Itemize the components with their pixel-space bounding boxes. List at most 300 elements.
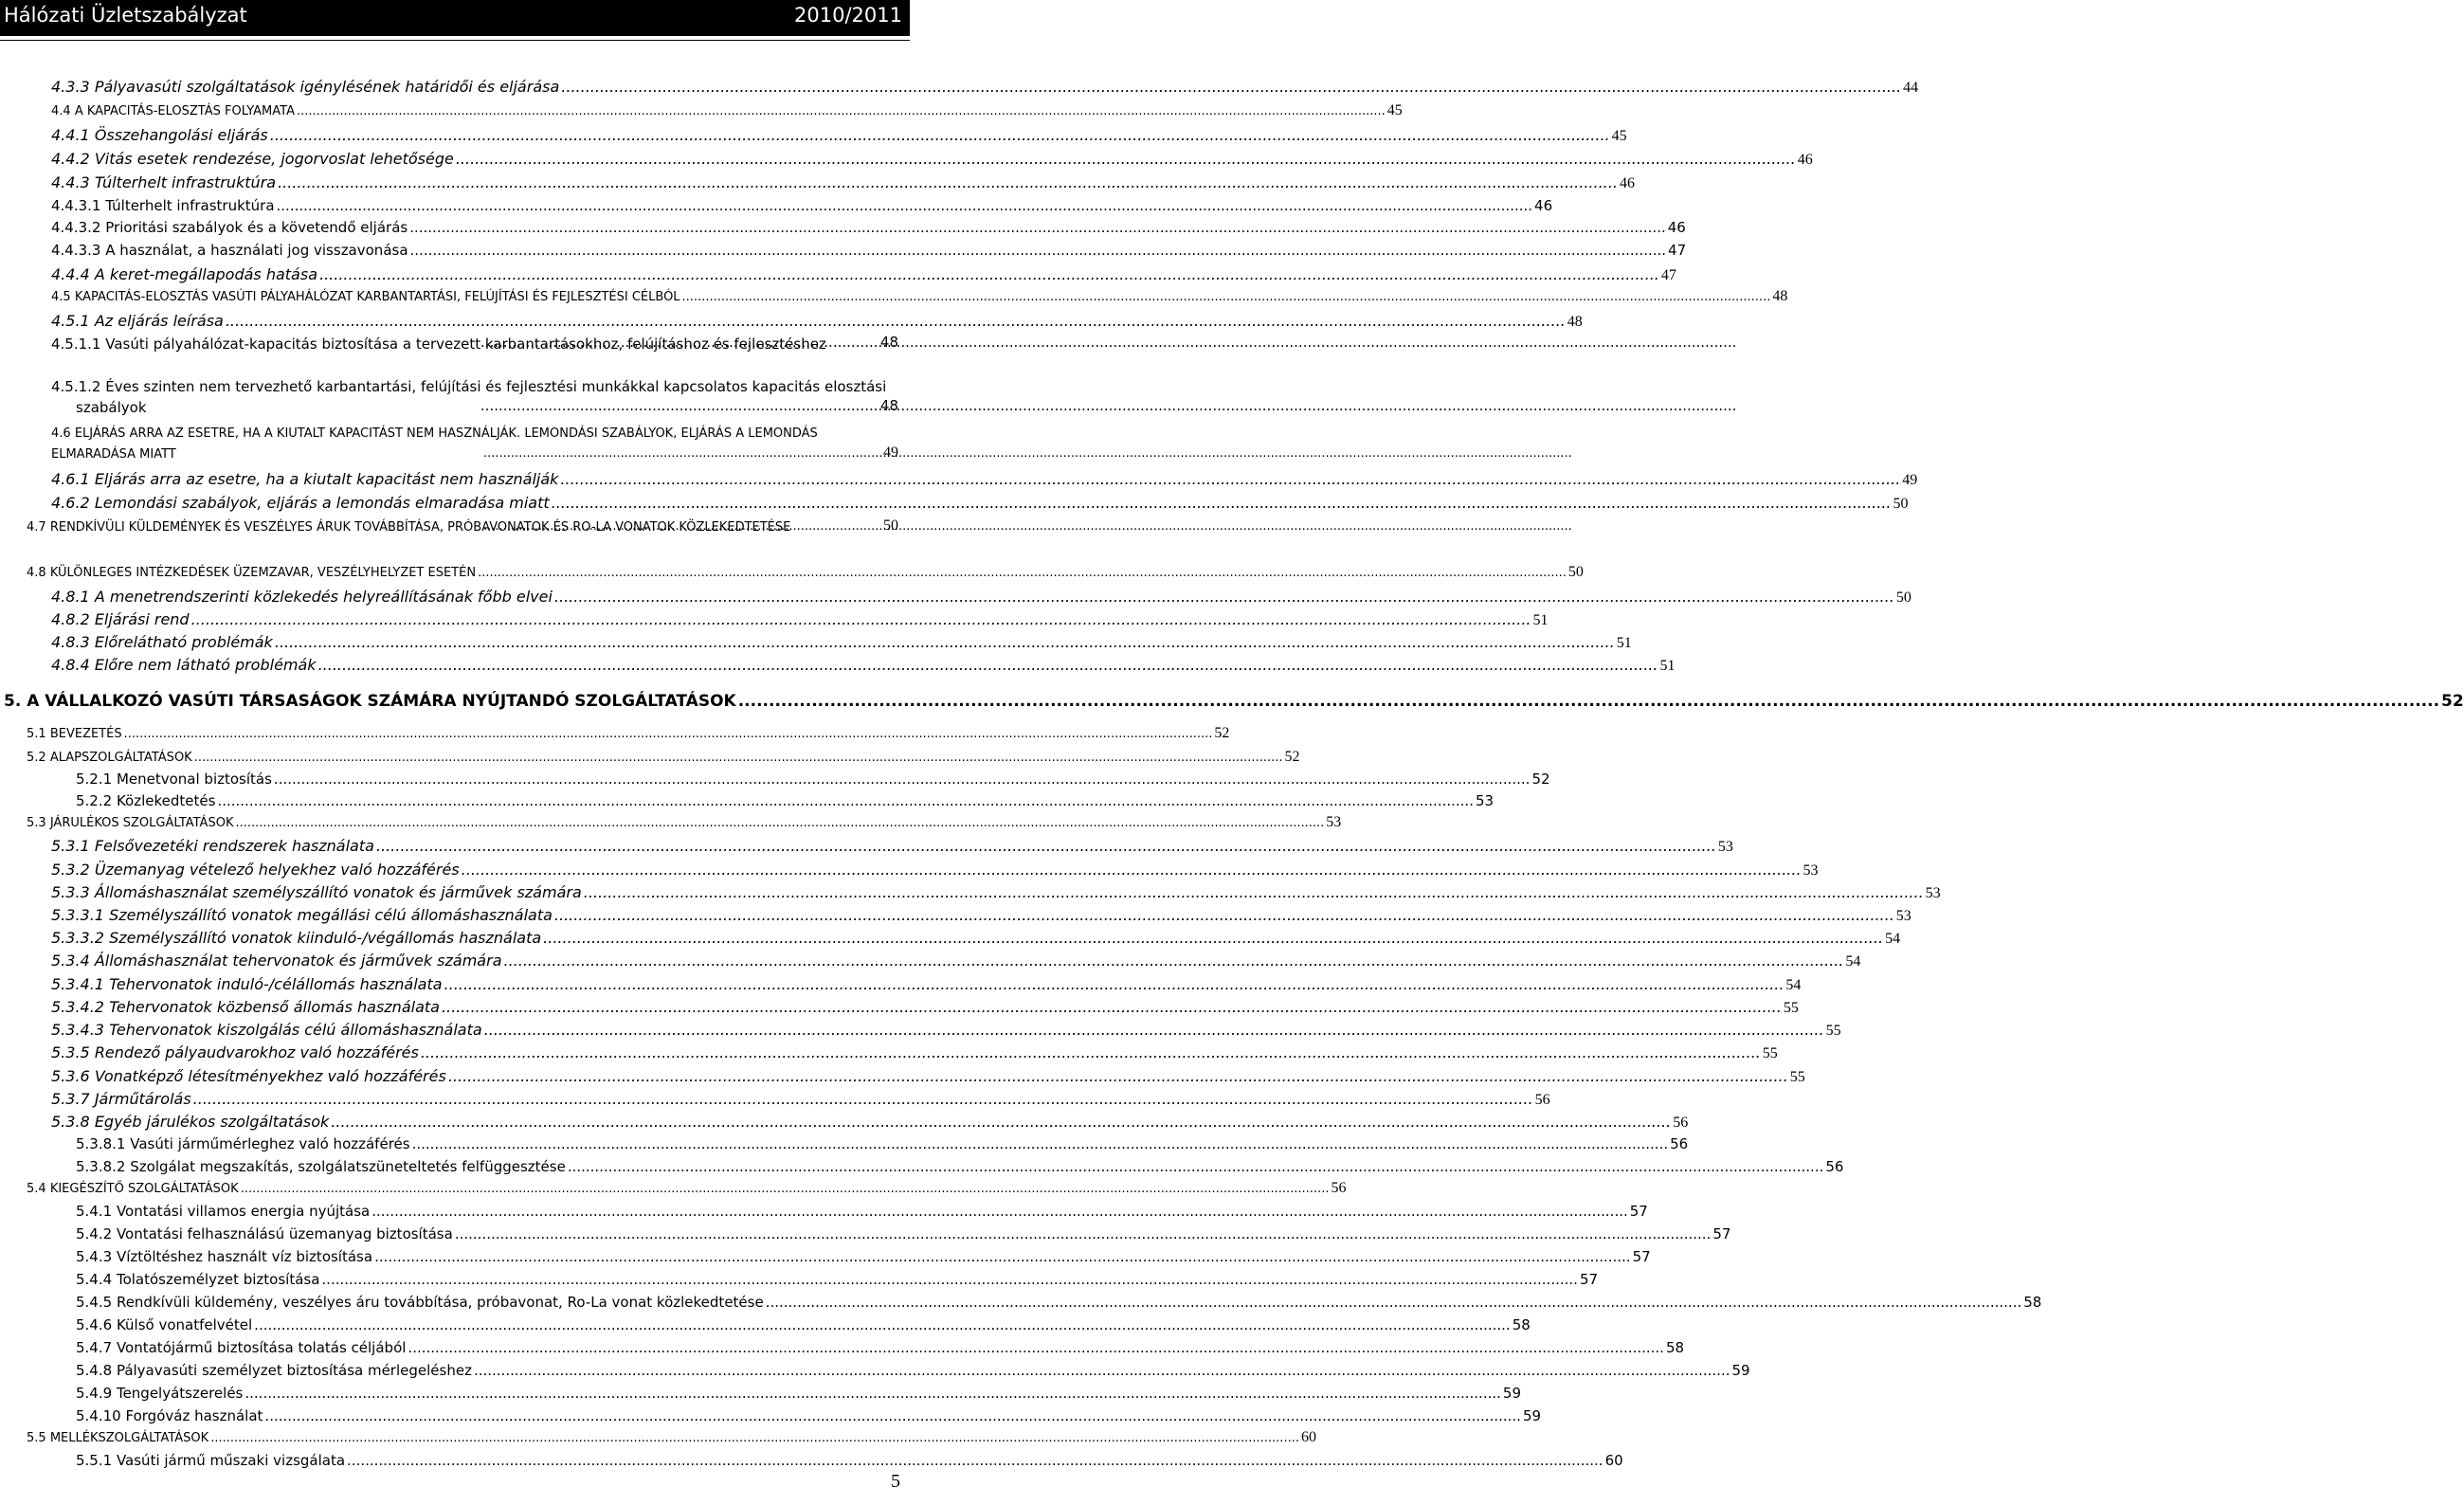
toc-entry-label xyxy=(76,1248,372,1265)
toc-entry-leader xyxy=(374,1248,1631,1265)
toc-entry-number: 4.3.3 xyxy=(51,78,90,96)
toc-entry-number: 5.4 xyxy=(27,1182,46,1196)
toc-entry[interactable] xyxy=(51,219,1686,236)
toc-entry-leader xyxy=(543,929,1883,947)
toc-entry-page: 45 xyxy=(1611,128,1627,144)
toc-entry-leader xyxy=(444,975,1785,993)
toc-entry-number: 4.8.4 xyxy=(51,656,90,674)
toc-entry-page: 59 xyxy=(1731,1362,1750,1379)
page-header xyxy=(0,0,910,36)
toc-entry[interactable] xyxy=(51,470,1918,489)
toc-entry[interactable] xyxy=(51,861,1819,879)
toc-entry-leader xyxy=(480,334,879,351)
toc-entry-leader xyxy=(347,1452,1603,1469)
toc-entry-title: Vasúti pályahálózat-kapacitás biztosítása a tervezett karbantartásokhoz, felújításhoz és fejlesztéshez xyxy=(105,335,826,353)
toc-entry-page: 53 xyxy=(1895,908,1911,924)
toc-entry[interactable] xyxy=(76,1203,1648,1220)
toc-entry-title: RENDKÍVÜLI KÜLDEMÉNYEK ÉS VESZÉLYES ÁRUK TOVÁBBÍTÁSA, PRÓBAVONATOK ÉS RO-LA VONATOK KÖZLEKEDTETÉSE xyxy=(49,520,791,535)
toc-entry[interactable] xyxy=(51,633,1632,652)
toc-entry-label xyxy=(51,883,582,901)
toc-entry-leader xyxy=(455,1225,1712,1242)
toc-entry-page: 57 xyxy=(1632,1248,1651,1265)
toc-entry-number: 5.4.3 xyxy=(76,1248,113,1265)
toc-entry-label xyxy=(51,1021,482,1039)
toc-entry-number: 5.3.3.1 xyxy=(51,906,104,924)
toc-entry[interactable] xyxy=(76,1452,1623,1469)
toc-entry-label xyxy=(27,751,192,765)
toc-entry-title: JÁRULÉKOS SZOLGÁLTATÁSOK xyxy=(49,816,234,830)
toc-entry-label xyxy=(76,1339,406,1356)
toc-entry-number: 4.5.1.2 xyxy=(51,378,101,395)
toc-entry-label xyxy=(76,1135,410,1152)
toc-entry-title: Az eljárás leírása xyxy=(94,312,224,330)
toc-entry-title: KÜLÖNLEGES INTÉZKEDÉSEK ÜZEMZAVAR, VESZÉLYHELYZET ESETÉN xyxy=(49,566,477,580)
toc-entry-label xyxy=(76,1452,345,1469)
toc-entry-leader xyxy=(217,792,1474,809)
toc-entry-title: Járműtárolás xyxy=(94,1090,191,1108)
toc-entry-title: Rendező pályaudvarokhoz való hozzáférés xyxy=(94,1043,419,1061)
toc-entry-leader xyxy=(554,906,1894,924)
toc-entry[interactable] xyxy=(76,1339,1685,1356)
toc-entry-label xyxy=(51,837,374,855)
toc-entry-title: Összehangolási eljárás xyxy=(94,126,268,144)
toc-entry[interactable] xyxy=(76,771,1550,788)
toc-entry-leader xyxy=(274,771,1531,788)
toc-entry-label xyxy=(76,771,272,788)
toc-entry-label xyxy=(27,1182,239,1196)
toc-entry-leader xyxy=(483,519,881,534)
toc-entry-number: 5.3.4.2 xyxy=(51,998,104,1016)
toc-entry-label xyxy=(51,290,680,304)
toc-entry[interactable] xyxy=(51,588,1911,607)
toc-entry-page: 45 xyxy=(1386,102,1403,118)
toc-entry[interactable] xyxy=(27,814,1342,831)
toc-entry-page: 59 xyxy=(1522,1407,1542,1424)
toc-entry-label xyxy=(27,1431,208,1445)
toc-entry-leader xyxy=(331,1113,1671,1131)
toc-entry[interactable] xyxy=(76,1271,1599,1288)
toc-entry[interactable] xyxy=(76,1294,2042,1311)
toc-entry-label xyxy=(51,173,276,191)
toc-entry-number: 5.3.6 xyxy=(51,1067,90,1085)
toc-entry-title: Állomáshasználat tehervonatok és járművek számára xyxy=(94,952,502,970)
toc-entry-number: 5.4.10 xyxy=(76,1407,121,1424)
toc-entry[interactable] xyxy=(51,150,1813,169)
toc-entry[interactable] xyxy=(51,494,1909,513)
toc-entry-page: 53 xyxy=(1925,885,1941,901)
toc-entry-leader xyxy=(738,692,2439,711)
toc-entry-leader xyxy=(480,397,879,414)
toc-entry-leader xyxy=(478,566,1567,580)
toc-entry-title: A VÁLLALKOZÓ VASÚTI TÁRSASÁGOK SZÁMÁRA NYÚJTANDÓ SZOLGÁLTATÁSOK xyxy=(27,692,736,711)
toc-entry-label xyxy=(51,1090,191,1108)
toc-entry-title: A használat, a használati jog visszavonása xyxy=(105,242,408,259)
toc-entry[interactable] xyxy=(51,102,1403,119)
toc-entry-number: 4.4.3.1 xyxy=(51,197,101,214)
toc-entry-number: 5.3.8.1 xyxy=(76,1135,126,1152)
toc-entry-leader xyxy=(421,1043,1761,1061)
toc-entry-number: 5. xyxy=(4,692,22,711)
toc-entry-number: 4.5.1.1 xyxy=(51,335,101,353)
toc-entry-number: 4.8.2 xyxy=(51,610,90,628)
toc-entry-label xyxy=(51,494,550,512)
toc-entry-number: 4.4.1 xyxy=(51,126,90,144)
toc-entry[interactable] xyxy=(51,312,1583,331)
toc-entry-number: 4.4 xyxy=(51,104,71,118)
toc-entry-title: Eljárás arra az esetre, ha a kiutalt kapacitást nem használják xyxy=(94,470,559,488)
toc-entry-label xyxy=(51,1113,329,1131)
toc-entry-page: 59 xyxy=(1502,1385,1521,1402)
toc-entry-number: 4.4.3 xyxy=(51,173,90,191)
toc-entry-leader xyxy=(568,1158,1824,1175)
toc-entry[interactable] xyxy=(51,883,1941,902)
toc-entry-page: 51 xyxy=(1659,658,1676,674)
toc-entry-number: 4.6.1 xyxy=(51,470,90,488)
toc-entry-label xyxy=(51,656,317,674)
toc-entry[interactable] xyxy=(51,656,1676,675)
toc-entry-title: Vitás esetek rendezése, jogorvoslat lehetősége xyxy=(94,150,454,168)
toc-entry-number: 5.3.7 xyxy=(51,1090,90,1108)
toc-entry-number: 5.1 xyxy=(27,727,46,741)
toc-entry-label xyxy=(51,312,224,330)
toc-entry-leader xyxy=(191,610,1531,628)
toc-entry-number: 5.3.5 xyxy=(51,1043,90,1061)
toc-entry[interactable] xyxy=(51,265,1676,284)
toc-entry-title: KIEGÉSZÍTŐ SZOLGÁLTATÁSOK xyxy=(49,1182,239,1196)
toc-entry-number: 5.4.6 xyxy=(76,1316,113,1333)
toc-entry[interactable] xyxy=(27,1429,1316,1446)
toc-entry-page: 46 xyxy=(1619,175,1635,191)
toc-entry[interactable] xyxy=(51,1021,1841,1040)
toc-entry-page: 48 xyxy=(1567,314,1583,330)
toc-entry-label xyxy=(51,197,275,214)
toc-entry-label xyxy=(51,219,408,236)
toc-entry[interactable] xyxy=(51,126,1627,145)
toc-entry-label xyxy=(51,265,317,283)
toc-entry-label xyxy=(76,792,215,809)
toc-entry-page: 48 xyxy=(879,334,898,351)
toc-entry-leader xyxy=(584,883,1924,901)
toc-entry-title: KAPACITÁS-ELOSZTÁS VASÚTI PÁLYAHÁLÓZAT KARBANTARTÁSI, FELÚJÍTÁSI ÉS FEJLESZTÉSI CÉLBÓL xyxy=(74,290,680,304)
toc-entry-title: Vonatképző létesítményekhez való hozzáférés xyxy=(94,1067,446,1085)
toc-entry-label xyxy=(51,998,440,1016)
toc-entry-number: 5.3.8 xyxy=(51,1113,90,1131)
toc-entry-page: 55 xyxy=(1789,1069,1805,1085)
document-year: 2010/2011 xyxy=(794,4,902,27)
header-rule xyxy=(0,40,910,41)
toc-entry[interactable] xyxy=(51,998,1799,1017)
toc-entry-label xyxy=(76,1158,566,1175)
toc-entry-title: Víztöltéshez használt víz biztosítása xyxy=(116,1248,373,1265)
toc-entry-page: 55 xyxy=(1762,1045,1778,1061)
toc-entry-label xyxy=(51,78,559,96)
toc-entry-label xyxy=(51,861,460,879)
toc-entry-title: ELJÁRÁS ARRA AZ ESETRE, HA A KIUTALT KAPACITÁST NEM HASZNÁLJÁK. LEMONDÁSI SZABÁLYOK, ELJÁRÁS A LEMONDÁS ELMARADÁSA MIATT xyxy=(51,426,818,462)
toc-entry-number: 5.4.5 xyxy=(76,1294,113,1311)
toc-entry-number: 5.3.3.2 xyxy=(51,929,104,947)
toc-entry-title: Rendkívüli küldemény, veszélyes áru továbbítása, próbavonat, Ro-La vonat közlekedtetése xyxy=(116,1294,764,1311)
toc-entry-title: Előrelátható problémák xyxy=(94,633,273,651)
toc-entry-label xyxy=(51,1043,419,1061)
toc-entry-leader xyxy=(297,104,1386,118)
toc-entry-leader xyxy=(318,656,1658,674)
toc-entry[interactable] xyxy=(76,1158,1844,1175)
toc-entry-label xyxy=(51,1067,446,1085)
toc-entry[interactable] xyxy=(51,1090,1550,1109)
toc-entry[interactable] xyxy=(51,1043,1778,1062)
toc-entry-number: 4.7 xyxy=(27,520,46,535)
toc-entry-title: Külső vonatfelvétel xyxy=(116,1316,253,1333)
toc-entry-leader xyxy=(408,1339,1664,1356)
toc-entry-number: 5.4.7 xyxy=(76,1339,113,1356)
toc-entry-leader xyxy=(561,78,1901,96)
toc-entry-leader xyxy=(504,952,1844,970)
toc-entry[interactable] xyxy=(51,610,1549,629)
toc-entry-page: 51 xyxy=(1532,612,1549,628)
toc-entry-title: Lemondási szabályok, eljárás a lemondás elmaradása miatt xyxy=(94,494,550,512)
toc-entry-leader xyxy=(245,1385,1501,1402)
toc-entry[interactable] xyxy=(51,197,1553,214)
toc-entry-leader xyxy=(194,751,1283,765)
toc-entry-page: 55 xyxy=(1783,1000,1799,1016)
toc-entry-title: Vasúti jármű műszaki vizsgálata xyxy=(116,1452,346,1469)
toc-entry-label xyxy=(76,1316,252,1333)
toc-entry-leader xyxy=(448,1067,1788,1085)
toc-entry-number: 5.3.4 xyxy=(51,952,90,970)
toc-entry-title: MELLÉKSZOLGÁLTATÁSOK xyxy=(49,1431,209,1445)
toc-entry-label xyxy=(51,929,541,947)
toc-entry-title: Éves szinten nem tervezhető karbantartási, felújítási és fejlesztési munkákkal kapcsolatos kapacitás elosztási szabályok xyxy=(76,378,887,416)
toc-entry-title: Egyéb járulékos szolgáltatások xyxy=(94,1113,330,1131)
toc-entry-number: 5.3.4.1 xyxy=(51,975,104,993)
toc-entry[interactable] xyxy=(76,1362,1750,1379)
toc-entry-number: 5.2.1 xyxy=(76,771,113,788)
toc-entry-leader xyxy=(554,588,1894,606)
toc-entry-leader xyxy=(321,1271,1578,1288)
toc-entry-label xyxy=(51,633,273,651)
toc-entry-page: 52 xyxy=(1531,771,1550,788)
toc-entry[interactable] xyxy=(51,242,1687,259)
toc-entry[interactable] xyxy=(76,1248,1651,1265)
toc-entry-title: Forgóváz használat xyxy=(125,1407,263,1424)
toc-entry-title: Túlterhelt infrastruktúra xyxy=(105,197,275,214)
toc-entry-leader xyxy=(409,219,1666,236)
toc-entry-number: 4.5.1 xyxy=(51,312,90,330)
toc-entry[interactable] xyxy=(4,692,2464,711)
toc-entry-leader xyxy=(682,290,1771,304)
toc-entry[interactable] xyxy=(76,1316,1531,1333)
toc-entry-page: 50 xyxy=(1895,589,1911,606)
toc-entry-page: 48 xyxy=(879,397,898,414)
toc-entry-number: 5.3.2 xyxy=(51,861,90,879)
toc-entry-title: Tehervonatok induló-/célállomás használata xyxy=(109,975,443,993)
toc-entry-page: 49 xyxy=(883,444,898,461)
toc-entry[interactable] xyxy=(76,1385,1521,1402)
toc-entry[interactable] xyxy=(51,78,1919,97)
toc-entry-label xyxy=(51,610,190,628)
toc-entry-number: 4.8.3 xyxy=(51,633,90,651)
toc-entry-label xyxy=(27,727,122,741)
toc-entry[interactable] xyxy=(51,376,898,414)
toc-entry-leader xyxy=(264,1407,1521,1424)
toc-entry-title: Vontatási felhasználású üzemanyag biztosítása xyxy=(116,1225,453,1242)
toc-entry[interactable] xyxy=(27,749,1300,766)
toc-entry-page: 54 xyxy=(1885,931,1901,947)
toc-entry[interactable] xyxy=(27,725,1230,742)
toc-entry-title: BEVEZETÉS xyxy=(49,727,122,741)
toc-entry-number: 4.5 xyxy=(51,290,71,304)
toc-entry-leader xyxy=(442,998,1782,1016)
toc-entry-page: 56 xyxy=(1670,1135,1689,1152)
toc-entry-page: 57 xyxy=(1629,1203,1648,1220)
toc-entry-label xyxy=(76,1385,243,1402)
toc-entry-title: Tehervonatok közbenső állomás használata xyxy=(109,998,440,1016)
toc-entry-page: 57 xyxy=(1712,1225,1731,1242)
toc-entry-label xyxy=(76,1225,453,1242)
toc-entry[interactable] xyxy=(51,975,1802,994)
toc-entry-title: A menetrendszerinti közlekedés helyreállításának főbb elvei xyxy=(94,588,553,606)
toc-entry-title: A KAPACITÁS-ELOSZTÁS FOLYAMATA xyxy=(74,104,295,118)
toc-entry[interactable] xyxy=(51,334,898,351)
toc-entry[interactable] xyxy=(51,288,1788,305)
toc-entry-page: 54 xyxy=(1785,977,1802,993)
toc-entry-label xyxy=(51,126,268,144)
toc-entry[interactable] xyxy=(76,1407,1542,1424)
toc-entry-title: Vontatójármű biztosítása tolatás céljából xyxy=(116,1339,407,1356)
toc-entry-page: 60 xyxy=(1300,1429,1316,1445)
toc-entry-label xyxy=(76,1294,764,1311)
toc-entry-leader xyxy=(766,1294,2022,1311)
toc-entry-page: 46 xyxy=(1667,219,1686,236)
toc-entry-leader xyxy=(270,126,1610,144)
toc-entry-leader xyxy=(552,494,1892,512)
toc-entry-number: 5.3.1 xyxy=(51,837,90,855)
toc-entry[interactable] xyxy=(51,929,1901,948)
toc-entry[interactable] xyxy=(51,1113,1689,1132)
toc-entry-leader xyxy=(210,1431,1299,1445)
toc-entry[interactable] xyxy=(51,173,1635,192)
toc-entry[interactable] xyxy=(76,1225,1731,1242)
toc-entry-page: 53 xyxy=(1475,792,1495,809)
toc-entry-label xyxy=(51,952,502,970)
toc-entry-title: Vontatási villamos energia nyújtása xyxy=(116,1203,371,1220)
toc-entry-page: 50 xyxy=(1567,564,1584,580)
toc-entry-label xyxy=(51,470,558,488)
toc-entry-number: 5.2.2 xyxy=(76,792,113,809)
toc-entry[interactable] xyxy=(51,952,1861,970)
toc-entry-number: 5.4.9 xyxy=(76,1385,113,1402)
toc-entry-label xyxy=(4,692,736,711)
toc-entry[interactable] xyxy=(27,517,898,535)
toc-entry-page: 58 xyxy=(1512,1316,1531,1333)
toc-entry-page: 53 xyxy=(1803,862,1819,879)
toc-entry-title: Tengelyátszerelés xyxy=(116,1385,244,1402)
toc-entry-page: 50 xyxy=(883,517,898,534)
toc-entry-page: 52 xyxy=(2441,692,2464,711)
toc-entry-title: Felsővezetéki rendszerek használata xyxy=(94,837,374,855)
toc-entry-label xyxy=(76,1407,263,1424)
toc-entry-page: 50 xyxy=(1893,496,1909,512)
toc-entry-page: 51 xyxy=(1616,635,1632,651)
toc-entry-number: 5.4.1 xyxy=(76,1203,113,1220)
toc-entry-page: 46 xyxy=(1534,197,1553,214)
toc-entry-page: 56 xyxy=(1331,1180,1347,1196)
toc-entry-leader xyxy=(193,1090,1533,1108)
toc-entry-page: 47 xyxy=(1668,242,1687,259)
toc-entry-number: 4.4.2 xyxy=(51,150,90,168)
toc-entry-leader xyxy=(474,1362,1730,1379)
toc-entry-number: 5.3.3 xyxy=(51,883,90,901)
toc-entry-title: Előre nem látható problémák xyxy=(94,656,317,674)
toc-entry-title: Pályavasúti személyzet biztosítása mérlegeléshez xyxy=(116,1362,472,1379)
toc-entry-title: Tolatószemélyzet biztosítása xyxy=(116,1271,320,1288)
toc-entry-leader xyxy=(277,197,1533,214)
toc-entry-leader xyxy=(235,816,1324,830)
toc-entry-leader xyxy=(124,727,1213,741)
toc-entry-leader xyxy=(319,265,1659,283)
toc-entry-label xyxy=(76,1362,472,1379)
toc-entry-page: 44 xyxy=(1903,80,1919,96)
toc-entry[interactable] xyxy=(27,1180,1347,1197)
toc-entry-title: Üzemanyag vételező helyekhez való hozzáférés xyxy=(94,861,460,879)
toc-entry-number: 4.4.4 xyxy=(51,265,90,283)
toc-entry[interactable] xyxy=(51,837,1733,856)
toc-entry-page: 52 xyxy=(1284,749,1300,765)
toc-entry-label xyxy=(51,975,443,993)
toc-entry-leader xyxy=(278,173,1618,191)
toc-entry-page: 53 xyxy=(1326,814,1342,830)
toc-entry-page: 52 xyxy=(1214,725,1230,741)
toc-entry-label xyxy=(27,816,233,830)
toc-entry[interactable] xyxy=(76,792,1495,809)
toc-entry-page: 48 xyxy=(1772,288,1788,304)
toc-entry-title: ALAPSZOLGÁLTATÁSOK xyxy=(49,751,192,765)
toc-entry-number: 5.5 xyxy=(27,1431,46,1445)
toc-entry-page: 56 xyxy=(1673,1115,1689,1131)
toc-entry-leader xyxy=(371,1203,1628,1220)
toc-entry-label xyxy=(51,104,295,118)
toc-entry-leader xyxy=(275,633,1615,651)
toc-entry-leader xyxy=(560,470,1900,488)
document-title: Hálózati Üzletszabályzat xyxy=(4,4,247,27)
toc-entry-label xyxy=(76,1271,319,1288)
toc-entry[interactable] xyxy=(51,1067,1805,1086)
toc-entry[interactable] xyxy=(51,906,1911,925)
toc-entry-label xyxy=(51,150,454,168)
toc-entry-title: Vasúti járműmérleghez való hozzáférés xyxy=(130,1135,410,1152)
toc-entry-number: 5.2 xyxy=(27,751,46,765)
toc-entry-label xyxy=(27,566,476,580)
toc-entry-number: 4.4.3.2 xyxy=(51,219,101,236)
toc-entry-number: 5.3.8.2 xyxy=(76,1158,126,1175)
toc-entry-number: 4.4.3.3 xyxy=(51,242,101,259)
toc-entry-leader xyxy=(483,446,881,461)
toc-entry-title: Menetvonal biztosítás xyxy=(116,771,272,788)
toc-entry-page: 57 xyxy=(1579,1271,1599,1288)
toc-entry-title: Személyszállító vonatok kiinduló-/végállomás használata xyxy=(109,929,542,947)
toc-entry-title: Tehervonatok kiszolgálás célú állomáshasználata xyxy=(109,1021,482,1039)
toc-entry-title: Prioritási szabályok és a követendő eljárás xyxy=(105,219,408,236)
toc-entry[interactable] xyxy=(27,564,1584,581)
toc-entry[interactable] xyxy=(76,1135,1689,1152)
toc-entry-leader xyxy=(462,861,1802,879)
toc-entry-title: Pályavasúti szolgáltatások igénylésének határidői és eljárása xyxy=(94,78,560,96)
toc-entry[interactable] xyxy=(51,424,898,462)
toc-entry-page: 60 xyxy=(1604,1452,1623,1469)
toc-entry-page: 55 xyxy=(1825,1023,1841,1039)
toc-entry-page: 56 xyxy=(1534,1092,1550,1108)
toc-entry-number: 5.3 xyxy=(27,816,46,830)
